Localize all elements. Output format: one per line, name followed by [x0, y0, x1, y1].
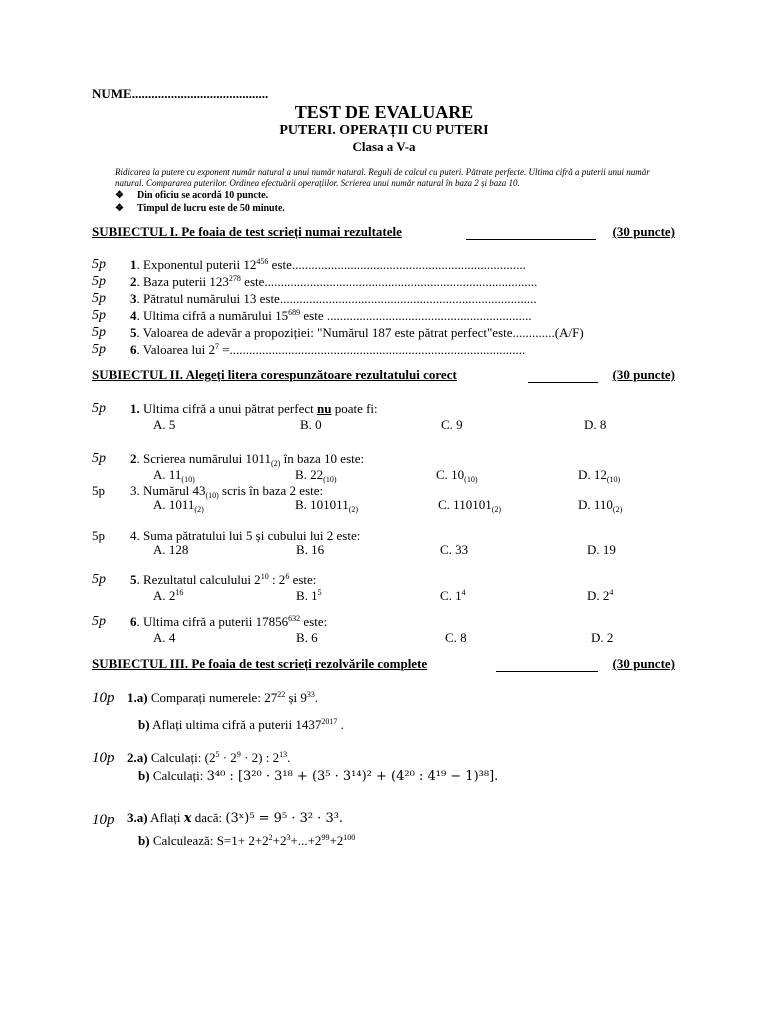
option-a: A. 4 — [153, 630, 176, 645]
section-3-title: SUBIECTUL III. Pe foaia de test scrieți rezolvările complete — [92, 656, 428, 671]
option-c: C. $110101_{(2)}$ — [438, 497, 502, 514]
option-d: D. 2 — [591, 630, 614, 645]
question-points: 5p — [92, 325, 106, 340]
option-b: B. $101011_{(2)}$ — [295, 497, 359, 514]
option-d: D. $12_{(10)}$ — [578, 467, 621, 484]
option-a: A. $1011_{(2)}$ — [153, 497, 204, 514]
option-b: B. $22_{(10)}$ — [295, 467, 337, 484]
diamond-bullet-icon: ❖ — [115, 203, 124, 214]
option-d: D. 8 — [584, 417, 607, 432]
problem-2a: 2.a) Calculați: $(2^5 \cdot 2^9 \cdot 2)$ : $2^{13}$. — [127, 750, 291, 765]
bullet-item: ❖ Din oficiu se acordă 10 puncte. — [115, 190, 269, 201]
option-a: A. $2^{16}$ — [153, 588, 184, 603]
option-a: A. $11_{(10)}$ — [153, 467, 195, 484]
question-points: 5p — [92, 401, 106, 416]
question-points: 5p — [92, 528, 105, 543]
question-2-3: 3. Numărul $43_{(10)}$ scris în baza 2 este: — [130, 483, 324, 500]
question-points: 5p — [92, 483, 105, 498]
question-1-6: 6. Valoarea lui $2^7$ =........................................................................................... — [130, 342, 526, 357]
question-points: 5p — [92, 257, 106, 272]
question-2-5: 5. Rezultatul calculului $2^{10}$ : $2^6$ este: — [130, 572, 317, 587]
problem-points: 10p — [92, 690, 115, 706]
option-c: C. 9 — [441, 417, 463, 432]
option-d: D. $2^4$ — [587, 588, 614, 603]
section-2-points: (30 puncte) — [612, 367, 675, 382]
question-1-1: 1. Exponentul puterii $12^{456}$ este........................................................................ — [130, 257, 526, 272]
question-2-6: 6. Ultima cifră a puterii 17856$^{632}$ este: — [130, 614, 328, 629]
section-1-header — [92, 224, 675, 240]
question-2-4: 4. Suma pătratului lui 5 și cubului lui 2 este: — [130, 528, 361, 543]
problem-2b: b) Calculați: 3⁴⁰ : [3²⁰ · 3¹⁸ + (3⁵ · 3¹⁴)² + (4²⁰ : 4¹⁹ − 1)³⁸]. — [138, 768, 499, 784]
bullet-item: ❖ Timpul de lucru este de 50 minute. — [115, 203, 285, 214]
test-subtitle: PUTERI. OPERAȚII CU PUTERI — [279, 123, 489, 138]
section-2-header — [92, 367, 675, 383]
section-2-title: SUBIECTUL II. Alegeți litera corespunzătoare rezultatului corect — [92, 367, 457, 382]
problem-1b: b) Aflați ultima cifră a puterii $1437^{2017}$ . — [138, 717, 344, 732]
option-a: A. 5 — [153, 417, 176, 432]
question-points: 5p — [92, 451, 106, 466]
section-2-underline — [528, 382, 598, 383]
question-points: 5p — [92, 308, 106, 323]
question-points: 5p — [92, 342, 106, 357]
option-d: D. $110_{(2)}$ — [578, 497, 623, 514]
question-2-1: 1. Ultima cifră a unui pătrat perfect nu poate fi: — [130, 401, 378, 416]
question-1-4: 4. Ultima cifră a numărului $15^{689}$ este ............................................................... — [130, 308, 532, 323]
option-c: C. $1^4$ — [440, 588, 466, 603]
problem-3a: 3.a) Aflați x dacă: (3ˣ)⁵ = 9⁵ · 3² · 3³. — [127, 810, 344, 826]
option-b: B. $1^5$ — [296, 588, 322, 603]
section-3-header — [92, 656, 675, 672]
option-b: B. 16 — [296, 542, 325, 557]
section-3-underline — [496, 671, 598, 672]
problem-points: 10p — [92, 750, 115, 766]
question-points: 5p — [92, 614, 106, 629]
problem-points: 10p — [92, 812, 115, 828]
name-field-label: NUME.......................................... — [92, 86, 269, 101]
option-d: D. 19 — [587, 542, 616, 557]
option-b: B. 6 — [296, 630, 318, 645]
test-title: TEST DE EVALUARE — [294, 102, 474, 122]
section-1-underline — [466, 239, 596, 240]
question-points: 5p — [92, 572, 106, 587]
option-c: C. $10_{(10)}$ — [436, 467, 478, 484]
question-1-2: 2. Baza puterii $123^{278}$ este.................................................................................... — [130, 274, 538, 289]
option-c: C. 33 — [440, 542, 469, 557]
section-1-points: (30 puncte) — [612, 224, 675, 239]
class-label: Clasa a V-a — [352, 139, 416, 154]
question-2-2: 2. Scrierea numărului $1011_{(2)}$ în baza 10 este: — [130, 451, 365, 468]
problem-1a: 1.a) Comparați numerele: $27^{22}$ și $9^{33}$. — [127, 690, 319, 705]
option-b: B. 0 — [300, 417, 322, 432]
problem-3b: b) Calculează: $S=1+ 2+2^2+2^3+...+2^{99}+2^{100}$ — [138, 833, 356, 848]
section-1-title: SUBIECTUL I. Pe foaia de test scrieți numai rezultatele — [92, 224, 402, 239]
question-points: 5p — [92, 274, 106, 289]
diamond-bullet-icon: ❖ — [115, 190, 124, 201]
section-3-points: (30 puncte) — [612, 656, 675, 671]
topics-description: Ridicarea la putere cu exponent număr natural a unui număr natural. Reguli de calcul cu puteri. Pătrate perfecte. Ultima cifră a puterii unui număr natural. Compararea puterilor. Ordinea efectuării operațiilor. Scrierea unui număr natural în baza 2 și baza 10. — [115, 167, 650, 188]
question-1-5: 5. Valoarea de adevăr a propoziției: "Numărul 187 este pătrat perfect"este.............(A/F) — [130, 325, 584, 340]
option-c: C. 8 — [445, 630, 467, 645]
option-a: A. 128 — [153, 542, 189, 557]
question-points: 5p — [92, 291, 106, 306]
question-1-3: 3. Pătratul numărului 13 este............................................................................... — [130, 291, 537, 306]
